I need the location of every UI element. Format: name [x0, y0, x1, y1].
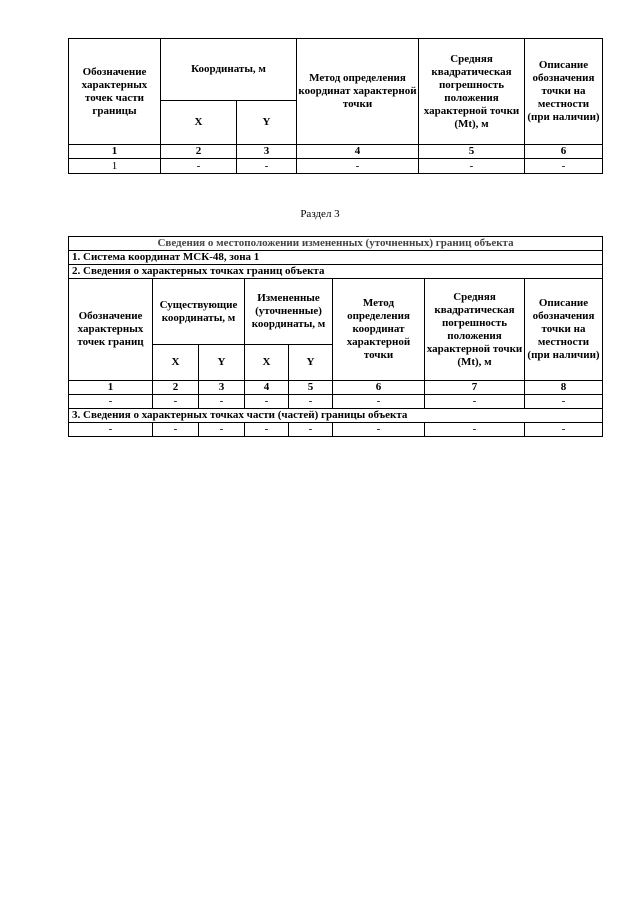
header-x: X	[245, 345, 289, 381]
cell: -	[525, 159, 603, 174]
cell: -	[153, 395, 199, 409]
col-number: 3	[237, 145, 297, 159]
col-number: 2	[153, 381, 199, 395]
cell: 1	[69, 159, 161, 174]
cell: -	[237, 159, 297, 174]
header-description: Описание обозначения точки на местности (при наличии)	[525, 39, 603, 145]
col-number: 7	[425, 381, 525, 395]
cell: -	[161, 159, 237, 174]
cell: -	[289, 395, 333, 409]
cell: -	[199, 395, 245, 409]
table-row	[69, 395, 603, 409]
col-number: 2	[161, 145, 237, 159]
header-method: Метод определения координат характерной точки	[297, 39, 419, 145]
header-coords: Координаты, м	[161, 39, 297, 101]
coordinate-system: 1. Система координат МСК-48, зона 1	[69, 251, 603, 265]
col-number: 6	[525, 145, 603, 159]
column-numbers-row	[69, 145, 603, 159]
header-description: Описание обозначения точки на местности (при наличии)	[525, 279, 603, 381]
cell: -	[425, 423, 525, 437]
header-y: Y	[199, 345, 245, 381]
cell: -	[333, 423, 425, 437]
col-number: 1	[69, 145, 161, 159]
cell: -	[245, 423, 289, 437]
col-number: 4	[245, 381, 289, 395]
col-number: 5	[289, 381, 333, 395]
cell: -	[69, 423, 153, 437]
col-number: 3	[199, 381, 245, 395]
header-error: Средняя квадратическая погрешность положения характерной точки (Mt), м	[425, 279, 525, 381]
cell: -	[69, 395, 153, 409]
col-number: 8	[525, 381, 603, 395]
header-points: Обозначение характерных точек части границы	[69, 39, 161, 145]
cell: -	[297, 159, 419, 174]
cell: -	[333, 395, 425, 409]
table-row	[69, 159, 603, 174]
column-numbers-row	[69, 381, 603, 395]
cell: -	[419, 159, 525, 174]
cell: -	[525, 423, 603, 437]
col-number: 6	[333, 381, 425, 395]
header-y: Y	[237, 101, 297, 145]
boundary-changes-table	[68, 236, 603, 437]
points-heading: 2. Сведения о характерных точках границ объекта	[69, 265, 603, 279]
header-y: Y	[289, 345, 333, 381]
header-error: Средняя квадратическая погрешность положения характерной точки (Mt), м	[419, 39, 525, 145]
header-x: X	[153, 345, 199, 381]
parts-heading: 3. Сведения о характерных точках части (частей) границы объекта	[69, 409, 603, 423]
table-row	[69, 423, 603, 437]
header-method: Метод определения координат характерной точки	[333, 279, 425, 381]
section-label: Раздел 3	[300, 208, 340, 220]
header-points: Обозначение характерных точек границ	[69, 279, 153, 381]
header-changed-coords: Измененные (уточненные) координаты, м	[245, 279, 333, 345]
cell: -	[525, 395, 603, 409]
col-number: 5	[419, 145, 525, 159]
col-number: 1	[69, 381, 153, 395]
cell: -	[153, 423, 199, 437]
header-existing-coords: Существующие координаты, м	[153, 279, 245, 345]
cell: -	[289, 423, 333, 437]
header-x: X	[161, 101, 237, 145]
table-title: Сведения о местоположении измененных (уточненных) границ объекта	[69, 237, 603, 251]
cell: -	[199, 423, 245, 437]
col-number: 4	[297, 145, 419, 159]
cell: -	[245, 395, 289, 409]
characteristic-points-table	[68, 38, 603, 174]
cell: -	[425, 395, 525, 409]
